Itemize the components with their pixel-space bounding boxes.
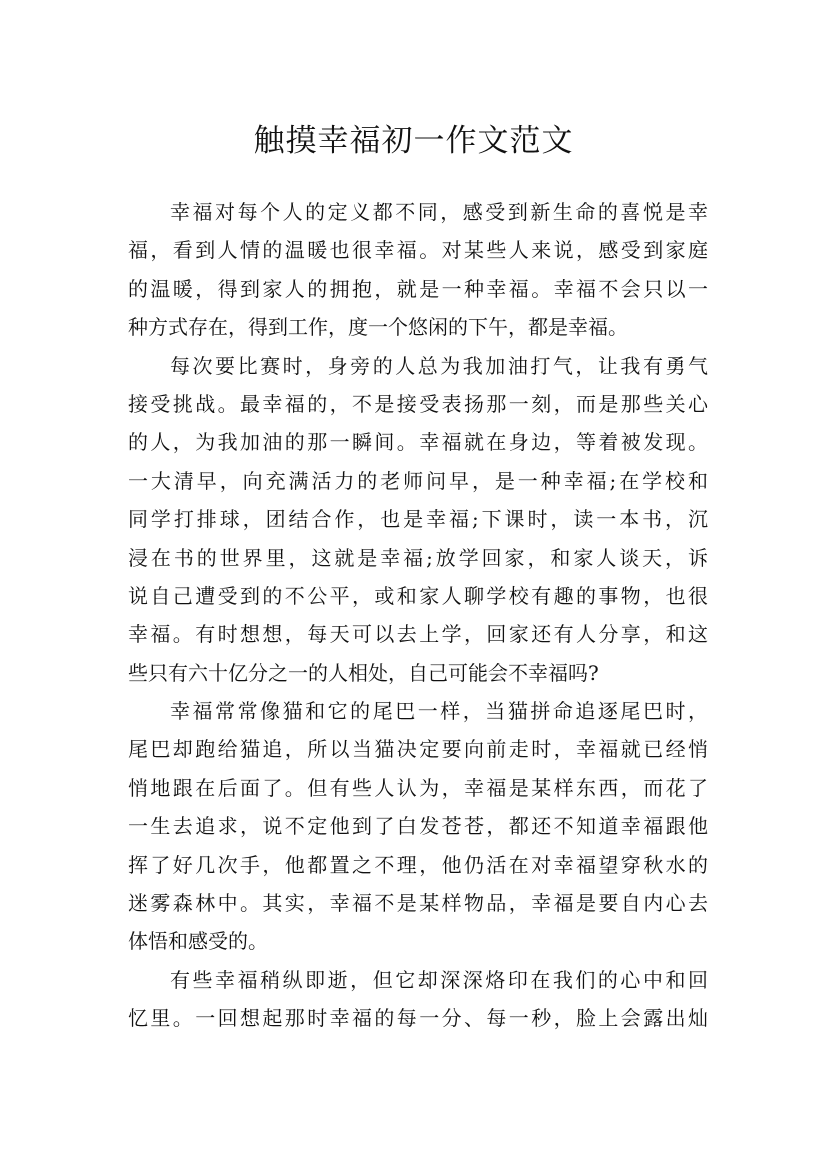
text-line: 浸在书的世界里，这就是幸福;放学回家，和家人谈天，诉 [128,545,708,570]
text-line: 幸福常常像猫和它的尾巴一样，当猫拼命追逐尾巴时， [170,699,708,724]
page-title: 触摸幸福初一作文范文 [253,122,574,159]
text-line: 悄地跟在后面了。但有些人认为，幸福是某样东西，而花了 [128,775,708,800]
text-line: 幸福对每个人的定义都不同，感受到新生命的喜悦是幸 [170,200,708,224]
paragraph-1 [128,193,708,347]
text-line: 说自己遭受到的不公平，或和家人聊学校有趣的事物，也很 [128,583,708,608]
text-line: 的温暖，得到家人的拥抱，就是一种幸福。幸福不会只以一 [128,276,708,301]
text-line: 体悟和感受的。 [128,929,268,954]
text-line: 的人，为我加油的那一瞬间。幸福就在身边，等着被发现。 [128,430,708,455]
text-line: 忆里。一回想起那时幸福的每一分、每一秒，脸上会露出灿 [128,1006,708,1031]
paragraph-3 [128,692,708,961]
article-body [128,193,708,1038]
text-line: 每次要比赛时，身旁的人总为我加油打气，让我有勇气 [170,353,708,378]
text-line: 挥了好几次手，他都置之不理，他仍活在对幸福望穿秋水的 [128,852,708,877]
text-line: 迷雾森林中。其实，幸福不是某样物品，幸福是要自内心去 [128,891,708,916]
text-line: 福，看到人情的温暖也很幸福。对某些人来说，感受到家庭 [128,238,708,263]
text-line: 有些幸福稍纵即逝，但它却深深烙印在我们的心中和回 [170,967,708,992]
text-line: 幸福。有时想想，每天可以去上学，回家还有人分享，和这 [128,622,708,647]
text-line: 同学打排球，团结合作，也是幸福;下课时，读一本书，沉 [128,507,708,532]
text-line: 些只有六十亿分之一的人相处，自己可能会不幸福吗? [128,660,599,685]
paragraph-2 [128,347,708,693]
text-line: 一大清早，向充满活力的老师问早，是一种幸福;在学校和 [128,468,708,493]
paragraph-4 [128,961,708,1038]
text-line: 接受挑战。最幸福的，不是接受表扬那一刻，而是那些关心 [128,391,708,416]
text-line: 一生去追求，说不定他到了白发苍苍，都还不知道幸福跟他 [128,814,708,839]
text-line: 尾巴却跑给猫追，所以当猫决定要向前走时，幸福就已经悄 [128,737,708,762]
text-line: 种方式存在，得到工作，度一个悠闲的下午，都是幸福。 [128,315,628,340]
